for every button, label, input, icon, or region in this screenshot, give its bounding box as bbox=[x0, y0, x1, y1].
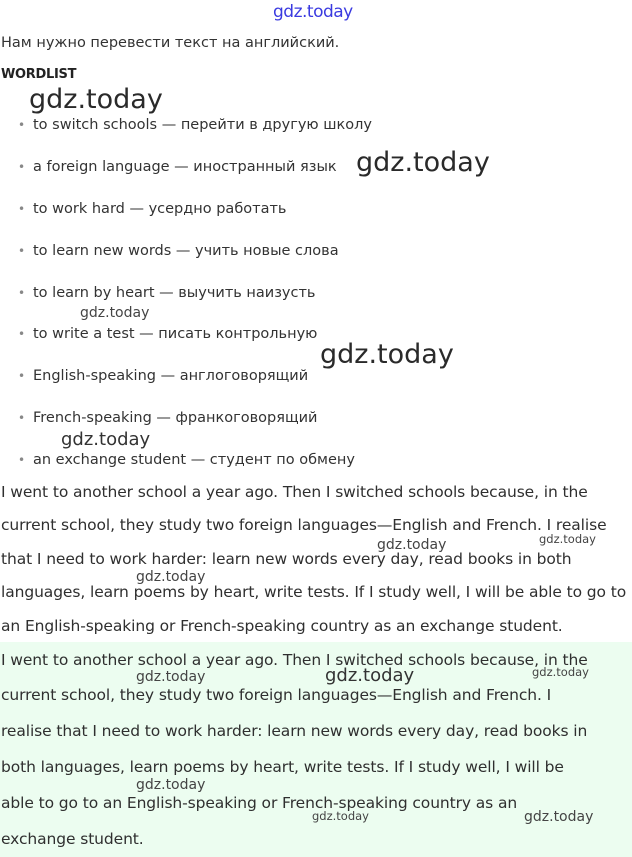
list-item-text: to work hard — усердно работать bbox=[33, 201, 287, 217]
paragraph-line: that I need to work harder: learn new words every day, read books in both bbox=[1, 550, 572, 568]
list-item bbox=[18, 117, 372, 133]
watermark: gdz.today bbox=[524, 809, 594, 825]
wordlist-title: WORDLIST bbox=[1, 67, 77, 82]
bullet-icon: • bbox=[18, 411, 26, 425]
bullet-icon: • bbox=[18, 327, 26, 341]
watermark: gdz.today bbox=[539, 532, 596, 546]
watermark: gdz.today bbox=[136, 777, 206, 793]
bullet-icon: • bbox=[18, 118, 26, 132]
bullet-icon: • bbox=[18, 244, 26, 258]
watermark-top: gdz.today bbox=[273, 2, 353, 22]
bullet-icon: • bbox=[18, 369, 26, 383]
list-item bbox=[18, 410, 317, 426]
paragraph-line: an English-speaking or French-speaking country as an exchange student. bbox=[1, 617, 563, 635]
paragraph-line: both languages, learn poems by heart, write tests. If I study well, I will be bbox=[1, 758, 564, 776]
list-item-text: to learn new words — учить новые слова bbox=[33, 243, 339, 259]
list-item bbox=[18, 201, 286, 217]
list-item bbox=[18, 243, 339, 259]
bullet-icon: • bbox=[18, 286, 26, 300]
watermark: gdz.today bbox=[61, 429, 151, 450]
paragraph-line: current school, they study two foreign languages—English and French. I realise bbox=[1, 516, 607, 534]
paragraph-line: I went to another school a year ago. Then I switched schools because, in the bbox=[1, 651, 588, 669]
list-item bbox=[18, 326, 317, 342]
list-item bbox=[18, 368, 308, 384]
list-item bbox=[18, 452, 355, 468]
paragraph-line: I went to another school a year ago. Then I switched schools because, in the bbox=[1, 483, 588, 501]
paragraph-line: able to go to an English-speaking or French-speaking country as an bbox=[1, 794, 518, 812]
watermark: gdz.today bbox=[356, 147, 490, 178]
bullet-icon: • bbox=[18, 202, 26, 216]
bullet-icon: • bbox=[18, 160, 26, 174]
watermark: gdz.today bbox=[312, 809, 369, 823]
intro-text: Нам нужно перевести текст на английский. bbox=[1, 35, 340, 51]
watermark: gdz.today bbox=[532, 665, 589, 679]
watermark: gdz.today bbox=[377, 537, 447, 553]
watermark: gdz.today bbox=[320, 339, 454, 370]
watermark: gdz.today bbox=[136, 569, 206, 585]
paragraph-line: current school, they study two foreign languages—English and French. I bbox=[1, 686, 552, 704]
watermark: gdz.today bbox=[80, 305, 150, 321]
bullet-icon: • bbox=[18, 453, 26, 467]
list-item-text: to learn by heart — выучить наизусть bbox=[33, 285, 316, 301]
list-item bbox=[18, 159, 337, 175]
paragraph-line: realise that I need to work harder: learn new words every day, read books in bbox=[1, 722, 588, 740]
list-item-text: to switch schools — перейти в другую школу bbox=[33, 117, 372, 133]
list-item-text: an exchange student — студент по обмену bbox=[33, 452, 355, 468]
list-item-text: to write a test — писать контрольную bbox=[33, 326, 318, 342]
list-item-text: French-speaking — франкоговорящий bbox=[33, 410, 318, 426]
watermark: gdz.today bbox=[29, 84, 163, 115]
paragraph-line: languages, learn poems by heart, write tests. If I study well, I will be able to go to bbox=[1, 583, 627, 601]
list-item bbox=[18, 285, 315, 301]
watermark: gdz.today bbox=[325, 665, 415, 686]
list-item-text: a foreign language — иностранный язык bbox=[33, 159, 337, 175]
watermark: gdz.today bbox=[136, 669, 206, 685]
paragraph-line: exchange student. bbox=[1, 830, 144, 848]
list-item-text: English-speaking — англоговорящий bbox=[33, 368, 309, 384]
